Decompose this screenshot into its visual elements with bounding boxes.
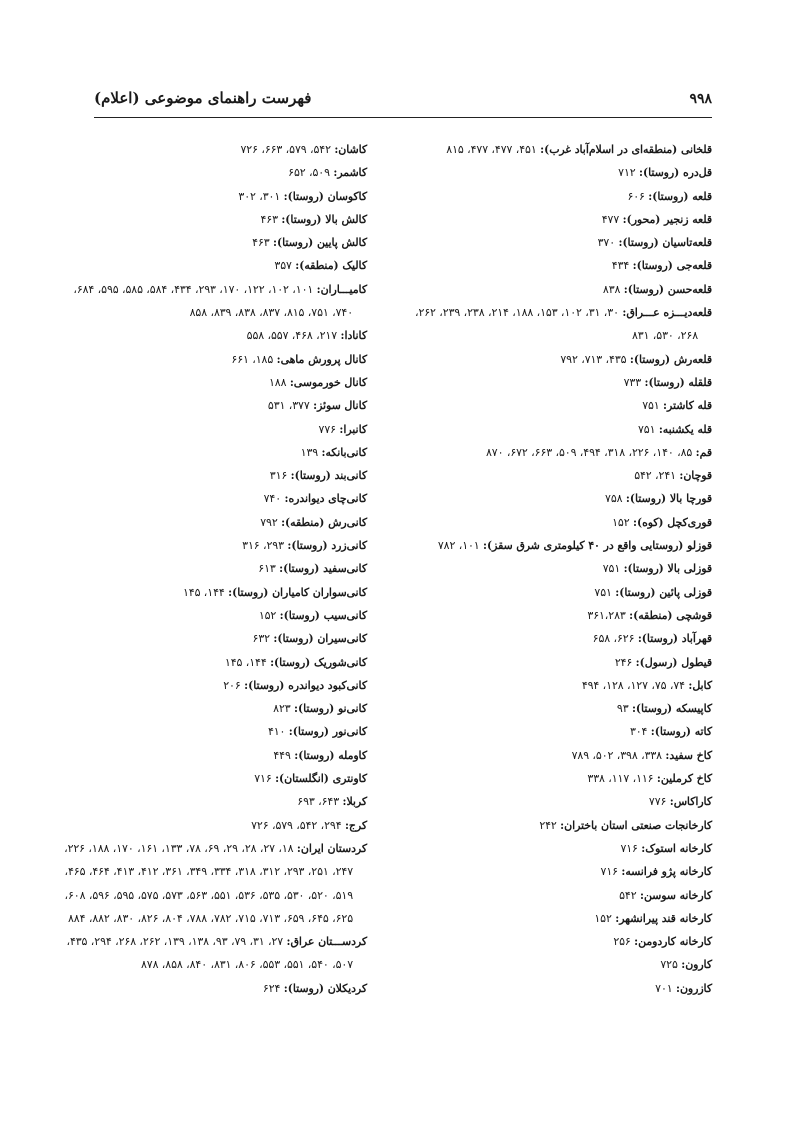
entry-page-refs: ۵۰۷، ۵۴۰، ۵۵۱، ۵۵۳، ۸۰۶، ۸۳۱، ۸۴۰، ۸۵۸، ۸۷۸	[140, 958, 353, 972]
entry-page-refs: ۴۶۳	[252, 236, 270, 250]
entry-term: کانی‌رش (منطقه):	[281, 515, 367, 529]
entry-page-refs: ۷۵۱	[602, 562, 621, 576]
entry-page-refs: ۳۰۱، ۳۰۲	[238, 189, 281, 203]
entry-page-refs: ۶۲۶، ۶۵۸	[592, 632, 635, 646]
entry-term: کانی‌بند (روستا):	[290, 469, 367, 483]
entry-page-refs: ۲۷، ۳۱، ۷۹، ۹۳، ۱۳۸، ۱۳۹، ۲۶۲، ۲۶۸، ۲۹۴، ۴۳۵،	[66, 935, 284, 949]
entry-term: کانبرا:	[339, 422, 367, 436]
entry-term: قلعه (روستا):	[648, 189, 712, 203]
entry-page-refs: ۷۴، ۷۵، ۱۲۷، ۱۲۸، ۴۹۴	[581, 678, 685, 692]
index-column-left	[64, 138, 367, 1000]
entry-page-refs: ۳۳۸، ۳۹۸، ۵۰۲، ۷۸۹	[571, 748, 662, 762]
index-entry	[412, 977, 712, 1000]
index-entry	[67, 697, 367, 720]
entry-page-refs: ۶۴۳، ۶۹۳	[297, 795, 340, 809]
index-entry	[412, 884, 712, 907]
page-number: ۹۹۸	[689, 91, 712, 107]
index-entry	[67, 441, 367, 464]
entry-page-refs: ۷۱۶	[254, 772, 272, 786]
index-entry	[412, 697, 712, 720]
entry-page-refs: ۱۸، ۲۷، ۲۸، ۲۹، ۶۹، ۷۸، ۱۳۳، ۱۶۱، ۱۷۰، ۱۸۸، ۲۲۶،	[64, 841, 294, 855]
index-entry	[64, 837, 367, 860]
entry-page-refs: ۵۴۲	[619, 888, 637, 902]
entry-term: قوچان:	[679, 469, 712, 483]
entry-term: کانال سوئز:	[313, 399, 367, 413]
entry-term: کردســـتان عراق:	[286, 935, 367, 949]
index-entry	[412, 674, 712, 697]
index-entry	[67, 627, 367, 650]
entry-term: کامیـــاران:	[316, 282, 367, 296]
index-entry	[67, 348, 367, 371]
entry-term: کربلا:	[342, 795, 367, 809]
entry-term: کانی‌چای دیواندره:	[284, 492, 367, 506]
entry-term: کانی‌شوریک (روستا):	[270, 655, 367, 669]
entry-term: کاراکاس:	[669, 795, 712, 809]
entry-term: قل‌دره (روستا):	[638, 166, 712, 180]
entry-page-refs: ۷۰۱	[655, 981, 673, 995]
index-entry	[412, 744, 712, 767]
entry-page-refs: ۴۱۰	[267, 725, 286, 739]
entry-term: کالش بالا (روستا):	[281, 212, 367, 226]
entry-page-refs: ۲۹۳، ۳۱۶	[242, 539, 284, 553]
entry-term: کارخانه پژو فرانسه:	[621, 865, 712, 879]
entry-page-refs: ۳۷۰	[597, 236, 616, 250]
index-entry	[67, 977, 367, 1000]
entry-page-refs: ۸۲۳	[273, 702, 291, 716]
entry-page-refs: ۴۳۵، ۷۱۳، ۷۹۲	[560, 352, 627, 366]
entry-term: کالیک (منطقه):	[295, 259, 367, 273]
entry-page-refs: ۳۰۴	[629, 725, 648, 739]
entry-page-refs: ۱۴۴، ۱۴۵	[224, 655, 267, 669]
index-entry	[412, 418, 712, 441]
entry-term: قوزلی پائین (روستا):	[615, 585, 712, 599]
entry-page-refs: ۲۴۲	[539, 818, 557, 832]
entry-page-refs: ۷۵۱	[594, 585, 612, 599]
entry-page-refs: ۱۵۲	[612, 515, 630, 529]
entry-term: کاخ سفید:	[665, 748, 712, 762]
entry-term: قلعه‌تاسیان (روستا):	[618, 236, 712, 250]
entry-term: قوزلی بالا (روستا):	[623, 562, 712, 576]
entry-page-refs: ۳۱۶	[269, 469, 288, 483]
entry-term: کاشان:	[334, 143, 367, 156]
entry-page-refs: ۸۳۸	[602, 282, 621, 296]
index-entry	[67, 767, 367, 790]
index-entry	[67, 464, 367, 487]
index-entry	[412, 837, 712, 860]
index-entry	[67, 744, 367, 767]
entry-page-refs: ۵۴۲، ۵۷۹، ۶۶۳، ۷۲۶	[240, 143, 331, 156]
index-entry	[412, 208, 712, 231]
index-entry	[67, 371, 367, 394]
index-entry	[412, 557, 712, 580]
entry-page-refs: ۵۰۹، ۶۵۲	[288, 166, 330, 180]
entry-page-refs: ۷۴۰	[263, 492, 282, 506]
entry-page-refs: ۴۵۱، ۴۷۷، ۴۷۷، ۸۱۵	[446, 143, 537, 156]
entry-page-refs: ۷۷۶	[648, 795, 667, 809]
entry-page-refs: ۱۰۱، ۱۰۲، ۱۲۲، ۱۷۰، ۲۹۳، ۴۳۴، ۵۸۴، ۵۸۵، ۵۹۵، ۶۸۴،	[73, 282, 314, 296]
index-entry	[67, 487, 367, 510]
index-entry	[412, 464, 712, 487]
index-entry	[67, 930, 367, 953]
entry-term: کابل:	[688, 678, 712, 692]
entry-term: کانادا:	[340, 329, 367, 343]
entry-page-refs: ۲۵۶	[613, 935, 631, 949]
entry-page-refs: ۳۷۷، ۵۳۱	[267, 399, 310, 413]
entry-term: کالش پایین (روستا):	[272, 236, 367, 250]
entry-page-refs: ۴۴۹	[273, 748, 291, 762]
index-entry	[412, 953, 712, 976]
entry-page-refs: ۷۳۳	[623, 375, 642, 389]
entry-page-refs: ۳۵۷	[274, 259, 292, 273]
index-entry	[412, 161, 712, 184]
entry-page-refs: ۲۹۴، ۵۴۲، ۵۷۹، ۷۲۶	[251, 818, 342, 832]
index-entry	[67, 581, 367, 604]
entry-page-refs: ۶۲۵، ۶۴۵، ۶۵۹، ۷۱۳، ۷۱۵، ۷۸۲، ۷۸۸، ۸۰۴، ۸۲۶، ۸۳۰، ۸۸۲، ۸۸۴	[67, 911, 353, 925]
entry-term: کانال خورموسی:	[289, 375, 367, 389]
entry-page-refs: ۳۰، ۳۱، ۱۰۲، ۱۵۳، ۱۸۸، ۲۱۴، ۲۳۸، ۲۳۹، ۲۶۲،	[414, 306, 619, 320]
entry-page-refs: ۷۲۵	[660, 958, 678, 972]
entry-page-refs: ۹۳	[616, 702, 629, 716]
index-entry	[67, 185, 367, 208]
entry-page-refs: ۷۷۶	[318, 422, 336, 436]
entry-term: قوزلو (روستایی واقع در ۴۰ کیلومتری شرق سقز):	[483, 539, 712, 553]
entry-page-refs: ۱۵۲	[258, 608, 277, 622]
index-entry	[412, 581, 712, 604]
index-entry	[67, 511, 367, 534]
entry-page-refs: ۴۷۷	[601, 212, 620, 226]
running-title: فهرست راهنمای موضوعی (اعلام)	[94, 89, 312, 107]
entry-page-refs: ۶۰۶	[627, 189, 645, 203]
entry-term: کانی‌سیب (روستا):	[279, 608, 367, 622]
entry-term: کارخانه استوک:	[641, 841, 712, 855]
header-rule	[94, 117, 712, 118]
entry-page-refs: ۱۴۴، ۱۴۵	[182, 585, 225, 599]
entry-page-refs: ۲۶۸، ۵۳۰، ۸۳۱	[631, 329, 698, 343]
entry-term: قلعه‌رش (روستا):	[629, 352, 712, 366]
index-entry-continuation	[64, 884, 367, 907]
index-entry-continuation	[67, 953, 367, 976]
index-entry	[412, 371, 712, 394]
entry-term: قورچا بالا (روستا):	[625, 492, 712, 506]
entry-page-refs: ۷۴۰، ۷۵۱، ۸۱۵، ۸۳۷، ۸۳۸، ۸۳۹، ۸۵۸	[189, 306, 353, 320]
index-entry	[412, 394, 712, 417]
entry-page-refs: ۱۵۲	[594, 911, 612, 925]
index-entry	[412, 534, 712, 557]
entry-page-refs: ۲۴۷، ۲۵۱، ۲۹۳، ۳۱۲، ۳۱۸، ۳۳۴، ۳۴۹، ۳۶۱، ۴۱۲، ۴۱۳، ۴۶۴، ۴۶۵،	[64, 865, 353, 879]
entry-page-refs: ۱۸۵، ۶۶۱	[231, 352, 274, 366]
entry-page-refs: ۲۴۶	[614, 655, 633, 669]
entry-term: قله یکشنبه:	[658, 422, 712, 436]
entry-term: قم:	[695, 445, 712, 459]
entry-page-refs: ۲۱۷، ۴۶۸، ۵۵۷، ۵۵۸	[246, 329, 338, 343]
entry-term: کاته (روستا):	[650, 725, 712, 739]
index-entry	[412, 790, 712, 813]
entry-term: کارخانجات صنعتی استان باختران:	[560, 818, 712, 832]
index-entry	[67, 557, 367, 580]
entry-page-refs: ۷۱۶	[620, 841, 638, 855]
entry-term: قلعه‌دیـــزه عـــراق:	[622, 306, 712, 320]
index-entry	[412, 627, 712, 650]
entry-term: کانی‌نور (روستا):	[288, 725, 367, 739]
index-entry	[67, 231, 367, 254]
entry-page-refs: ۴۳۴	[611, 259, 630, 273]
page-header	[94, 89, 712, 113]
index-entry	[412, 487, 712, 510]
index-entry	[412, 907, 712, 930]
entry-term: کاکوسان (روستا):	[283, 189, 367, 203]
entry-term: قلعه‌جی (روستا):	[632, 259, 712, 273]
index-entry	[67, 278, 367, 301]
index-entry	[67, 674, 367, 697]
index-entry-continuation	[64, 860, 367, 883]
entry-page-refs: ۱۰۱، ۷۸۲	[437, 539, 480, 553]
entry-page-refs: ۷۱۲	[618, 166, 636, 180]
entry-term: قلعه‌حسن (روستا):	[623, 282, 712, 296]
index-entry	[67, 534, 367, 557]
entry-term: قلخانی (منطقه‌ای در اسلام‌آباد غرب):	[540, 143, 712, 156]
entry-page-refs: ۶۱۳	[258, 562, 276, 576]
index-entry	[412, 441, 712, 464]
index-entry	[412, 604, 712, 627]
index-entry	[412, 511, 712, 534]
entry-term: کانی‌زرد (روستا):	[287, 539, 367, 553]
index-entry	[67, 604, 367, 627]
index-entry	[412, 651, 712, 674]
index-entry	[412, 860, 712, 883]
entry-term: کاشمر:	[333, 166, 367, 180]
index-entry	[412, 720, 712, 743]
entry-term: کارخانه قند پیرانشهر:	[615, 911, 712, 925]
index-entry	[412, 138, 712, 161]
entry-term: کانی‌سفید (روستا):	[279, 562, 367, 576]
entry-page-refs: ۲۴۱، ۵۴۲	[634, 469, 676, 483]
index-entry	[67, 254, 367, 277]
entry-page-refs: ۷۵۸	[605, 492, 623, 506]
entry-page-refs: ۶۲۴	[262, 981, 281, 995]
entry-term: قله کاشتر:	[663, 399, 712, 413]
entry-page-refs: ۷۹۲	[260, 515, 278, 529]
entry-term: کاومله (روستا):	[294, 748, 367, 762]
entry-term: کرج:	[344, 818, 367, 832]
entry-page-refs: ۳۶۱،۲۸۳	[587, 608, 626, 622]
entry-term: کردیکلان (روستا):	[283, 981, 367, 995]
entry-term: کاپیسکه (روستا):	[631, 702, 712, 716]
entry-page-refs: ۷۵۱	[642, 399, 660, 413]
entry-page-refs: ۱۳۹	[300, 445, 319, 459]
index-entry	[67, 418, 367, 441]
index-entry	[67, 161, 367, 184]
index-entry	[67, 138, 367, 161]
entry-term: کانی‌بانکه:	[321, 445, 367, 459]
entry-term: کارون:	[681, 958, 712, 972]
entry-term: کارخانه کاردومن:	[634, 935, 712, 949]
entry-page-refs: ۴۶۳	[260, 212, 278, 226]
entry-term: کانی‌کبود دیواندره (روستا):	[244, 678, 367, 692]
index-entry	[412, 278, 712, 301]
entry-page-refs: ۱۸۸	[268, 375, 287, 389]
entry-term: کازرون:	[676, 981, 712, 995]
entry-term: کانی‌سیران (روستا):	[273, 632, 367, 646]
entry-term: کارخانه سوسن:	[639, 888, 712, 902]
entry-page-refs: ۸۵، ۱۴۰، ۲۲۶، ۳۱۸، ۴۹۴، ۵۰۹، ۶۶۳، ۶۷۲، ۸۷۰	[485, 445, 693, 459]
entry-term: کردستان ایران:	[296, 841, 367, 855]
entry-term: کانی‌نو (روستا):	[293, 702, 367, 716]
index-entry-continuation	[67, 907, 367, 930]
index-entry	[67, 324, 367, 347]
index-entry	[67, 651, 367, 674]
entry-term: قوری‌کچل (کوه):	[632, 515, 712, 529]
entry-term: قیطول (رسول):	[635, 655, 712, 669]
entry-term: کاونتری (انگلستان):	[275, 772, 367, 786]
entry-page-refs: ۷۵۱	[637, 422, 656, 436]
entry-page-refs: ۵۱۹، ۵۲۰، ۵۳۰، ۵۳۵، ۵۳۶، ۵۵۱، ۵۶۳، ۵۷۳، ۵۷۵، ۵۹۵، ۵۹۶، ۶۰۸،	[64, 888, 353, 902]
index-entry	[412, 231, 712, 254]
index-entry	[412, 185, 712, 208]
entry-page-refs: ۲۰۶	[223, 678, 241, 692]
index-entry	[412, 301, 712, 324]
index-column-right	[412, 138, 712, 1000]
entry-term: قلعه زنجیر (محور):	[622, 212, 712, 226]
entry-term: کانال پرورش ماهی:	[276, 352, 367, 366]
index-entry-continuation	[67, 301, 367, 324]
entry-term: قهرآباد (روستا):	[637, 632, 712, 646]
index-entry	[412, 814, 712, 837]
entry-term: قلقله (روستا):	[644, 375, 712, 389]
index-entry	[67, 790, 367, 813]
index-entry	[412, 767, 712, 790]
entry-term: قوشچی (منطقه):	[629, 608, 712, 622]
index-entry	[67, 394, 367, 417]
index-entry	[412, 348, 712, 371]
entry-page-refs: ۱۱۶، ۱۱۷، ۳۳۸	[587, 772, 654, 786]
index-entry	[67, 208, 367, 231]
index-entry	[67, 720, 367, 743]
index-entry	[412, 254, 712, 277]
index-entry	[412, 930, 712, 953]
entry-term: کانی‌سواران کامیاران (روستا):	[228, 585, 367, 599]
index-entry	[67, 814, 367, 837]
entry-term: کاخ کرملین:	[656, 772, 712, 786]
entry-page-refs: ۷۱۶	[600, 865, 618, 879]
index-entry-continuation	[412, 324, 712, 347]
entry-page-refs: ۶۳۲	[252, 632, 270, 646]
